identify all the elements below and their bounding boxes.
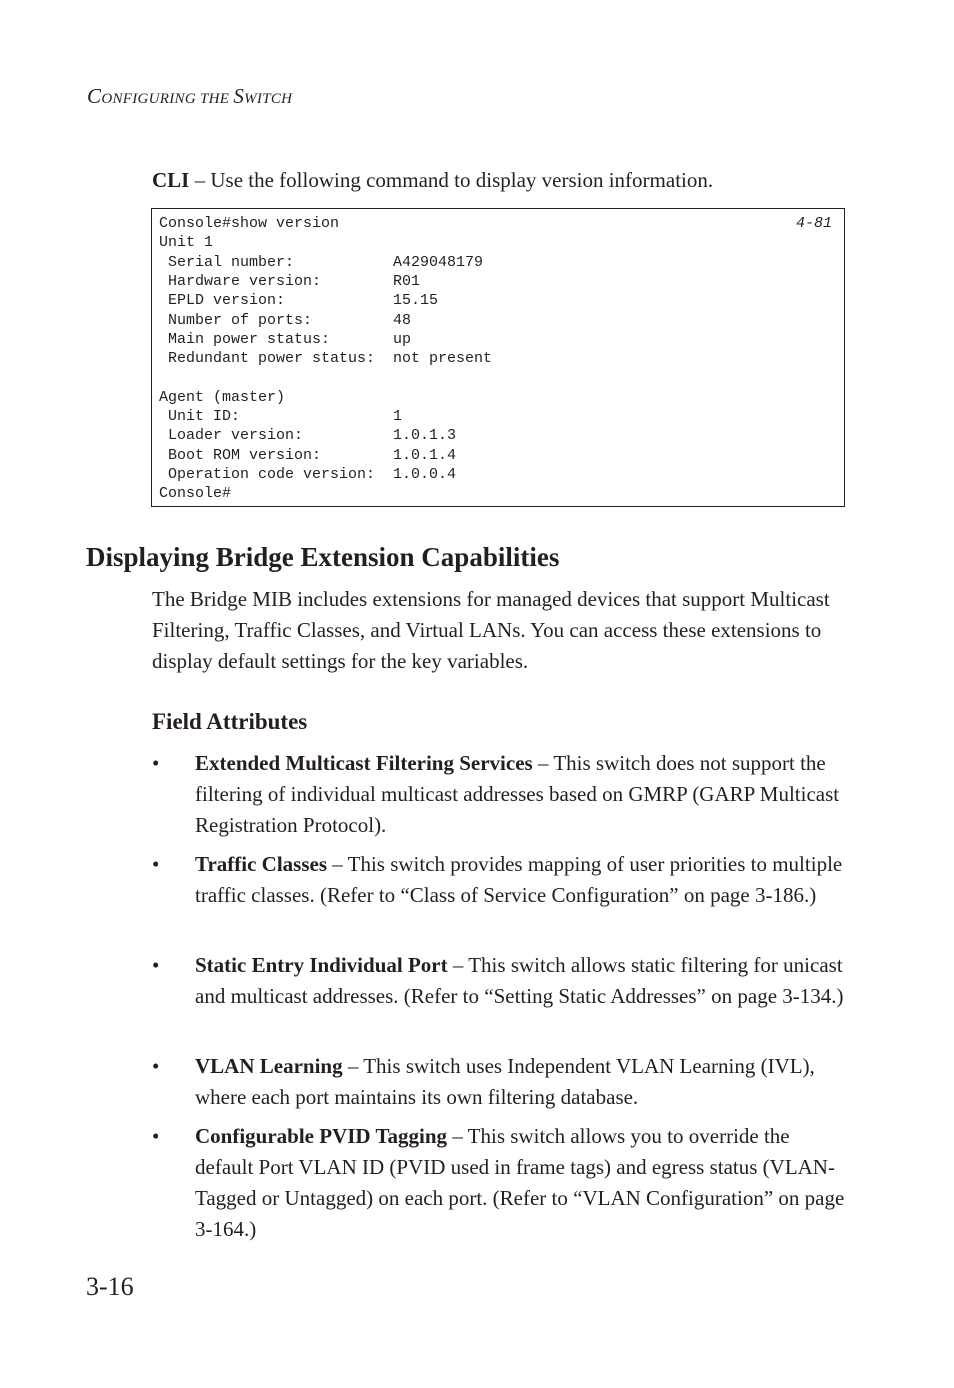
code-line: Console# [159, 485, 232, 503]
code-line: Unit ID: 1 [159, 408, 403, 425]
bullet-icon: • [152, 852, 160, 876]
code-line: Agent (master) [159, 388, 286, 406]
code-line: Operation code version: 1.0.0.4 [159, 465, 457, 483]
code-line: Unit 1 [159, 234, 214, 252]
cli-label: CLI [152, 168, 190, 192]
bullet-icon: • [152, 751, 160, 775]
code-line: Serial number: A429048179 [159, 253, 484, 271]
code-line: Console#show version [159, 215, 340, 232]
list-item-description: – This switch allows static filtering for unicast and multicast addresses. (Refer to “Setting Static Addresses” on page 3-134.) [195, 953, 844, 1008]
code-line: Number of ports: 48 [159, 311, 412, 329]
page-number: 3-16 [86, 1272, 134, 1301]
code-line: Hardware version: R01 [159, 272, 421, 290]
code-line: EPLD version: 15.15 [159, 292, 439, 310]
list-item-term: Traffic Classes [195, 852, 327, 876]
code-line: Redundant power status: not present [159, 350, 493, 368]
bullet-icon: • [152, 1124, 160, 1148]
bullet-icon: • [152, 953, 160, 977]
section-heading: Displaying Bridge Extension Capabilities [86, 542, 560, 572]
code-block [151, 208, 845, 507]
code-reference: 4-81 [795, 215, 832, 232]
list-item-description: – This switch uses Independent VLAN Learning (IVL), where each port maintains its own filtering database. [195, 1054, 815, 1109]
code-line: Loader version: 1.0.1.3 [159, 427, 457, 445]
code-line: Boot ROM version: 1.0.1.4 [159, 446, 457, 464]
running-head: CONFIGURING THE SWITCH [87, 84, 293, 108]
cli-intro [152, 168, 713, 193]
list-item-text [195, 1051, 847, 1113]
list-item-term: Extended Multicast Filtering Services [195, 751, 533, 775]
list-item-text [195, 1121, 847, 1245]
list-item-text [195, 748, 847, 841]
list-item-description: – This switch does not support the filtering of individual multicast addresses based on GMRP (GARP Multicast Registration Protocol). [195, 751, 840, 837]
field-attributes-heading: Field Attributes [152, 709, 308, 734]
bullet-icon: • [152, 1054, 160, 1078]
cli-intro-text: – Use the following command to display version information. [189, 168, 714, 192]
intro-paragraph: The Bridge MIB includes extensions for managed devices that support Multicast Filtering, Traffic Classes, and Virtual LANs. You can access these extensions to display default settings for the key variables. [152, 587, 830, 673]
list-item-term: VLAN Learning [195, 1054, 343, 1078]
code-line: Main power status: up [159, 330, 412, 348]
list-item-text [195, 950, 847, 1012]
list-item-text [195, 849, 847, 911]
list-item-term: Static Entry Individual Port [195, 953, 448, 977]
list-item-description: – This switch allows you to override the default Port VLAN ID (PVID used in frame tags) and egress status (VLAN-Tagged or Untagged) on each port. (Refer to “VLAN Configuration” on page 3-164.) [195, 1124, 845, 1241]
list-item-description: – This switch provides mapping of user priorities to multiple traffic classes. (Refer to “Class of Service Configuration” on page 3-186.) [195, 852, 843, 907]
list-item-term: Configurable PVID Tagging [195, 1124, 448, 1148]
